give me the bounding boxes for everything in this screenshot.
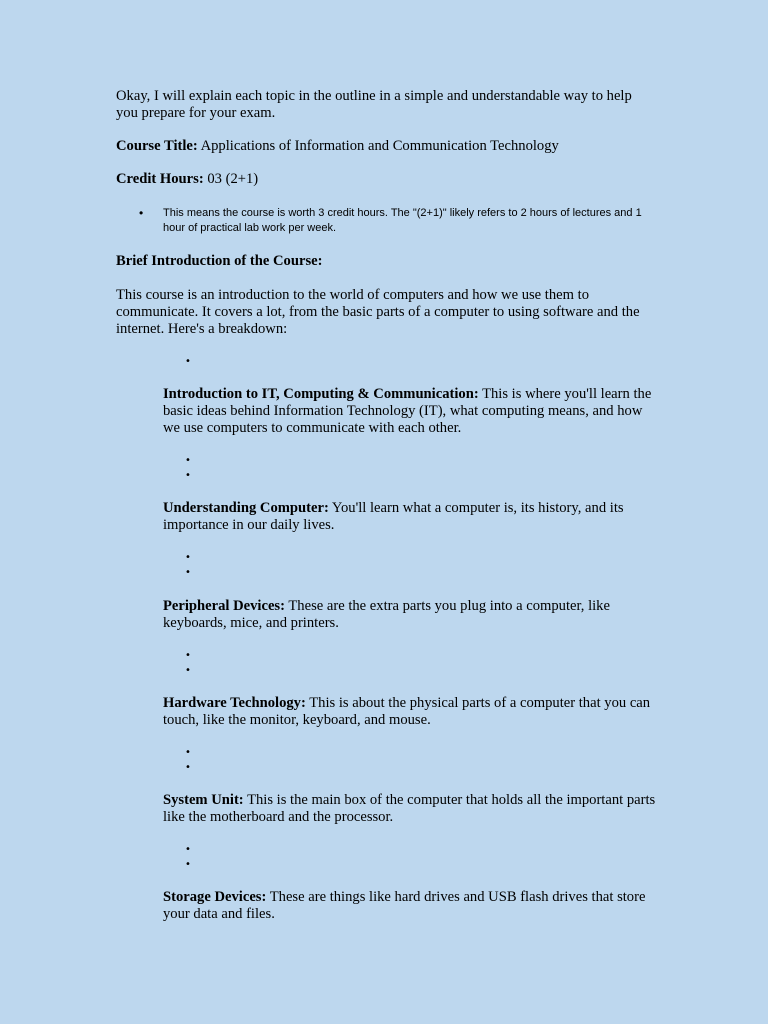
- bullet-icon: •: [185, 455, 191, 466]
- credit-hours-label: Credit Hours:: [116, 171, 204, 187]
- course-title-label: Course Title:: [116, 138, 198, 154]
- topic-label: Storage Devices:: [163, 889, 267, 905]
- bullet-icon: •: [139, 206, 144, 220]
- credit-hours-line: [116, 171, 656, 188]
- topic-item: [163, 500, 658, 534]
- course-description: This course is an introduction to the world of computers and how we use them to communicate. It covers a lot, from the basic parts of a computer to using software and the internet. Here's a breakdown:: [116, 287, 640, 337]
- bullet-icon: •: [185, 859, 191, 870]
- topic-item: [163, 598, 658, 632]
- bullet-icon: •: [185, 552, 191, 563]
- course-title-line: [116, 138, 656, 155]
- bullet-icon: •: [185, 356, 191, 367]
- bullet-icon: •: [185, 844, 191, 855]
- bullet-icon: •: [185, 567, 191, 578]
- topic-label: System Unit:: [163, 792, 244, 808]
- brief-introduction-heading: Brief Introduction of the Course:: [116, 253, 323, 269]
- intro-paragraph: Okay, I will explain each topic in the outline in a simple and understandable way to help you prepare for your exam.: [116, 88, 632, 121]
- bullet-icon: •: [185, 747, 191, 758]
- topic-text: These are the extra parts you plug into a computer, like keyboards, mice, and printers.: [163, 598, 610, 631]
- course-title-value: Applications of Information and Communication Technology: [200, 138, 559, 154]
- topic-text: This is the main box of the computer that holds all the important parts like the motherboard and the processor.: [163, 792, 656, 825]
- credit-note-text: This means the course is worth 3 credit hours. The "(2+1)" likely refers to 2 hours of lectures and 1 hour of practical lab work per week.: [163, 207, 642, 234]
- bullet-icon: •: [185, 470, 191, 481]
- topic-text: These are things like hard drives and USB flash drives that store your data and files.: [163, 889, 646, 922]
- topic-label: Peripheral Devices:: [163, 598, 285, 614]
- topic-item: [163, 792, 658, 826]
- bullet-icon: •: [185, 650, 191, 661]
- topic-text: You'll learn what a computer is, its history, and its importance in our daily lives.: [163, 500, 624, 533]
- bullet-icon: •: [185, 762, 191, 773]
- credit-hours-value: 03 (2+1): [207, 171, 259, 187]
- topic-item: [163, 695, 658, 729]
- topic-item: [163, 386, 658, 437]
- topic-label: Understanding Computer:: [163, 500, 329, 516]
- topic-text: This is about the physical parts of a computer that you can touch, like the monitor, keyboard, and mouse.: [163, 695, 651, 728]
- topic-item: [163, 889, 658, 923]
- topic-label: Introduction to IT, Computing & Communication:: [163, 386, 479, 402]
- bullet-icon: •: [185, 665, 191, 676]
- topic-label: Hardware Technology:: [163, 695, 306, 711]
- topic-text: This is where you'll learn the basic ideas behind Information Technology (IT), what computing means, and how we use computers to communicate with each other.: [163, 386, 652, 436]
